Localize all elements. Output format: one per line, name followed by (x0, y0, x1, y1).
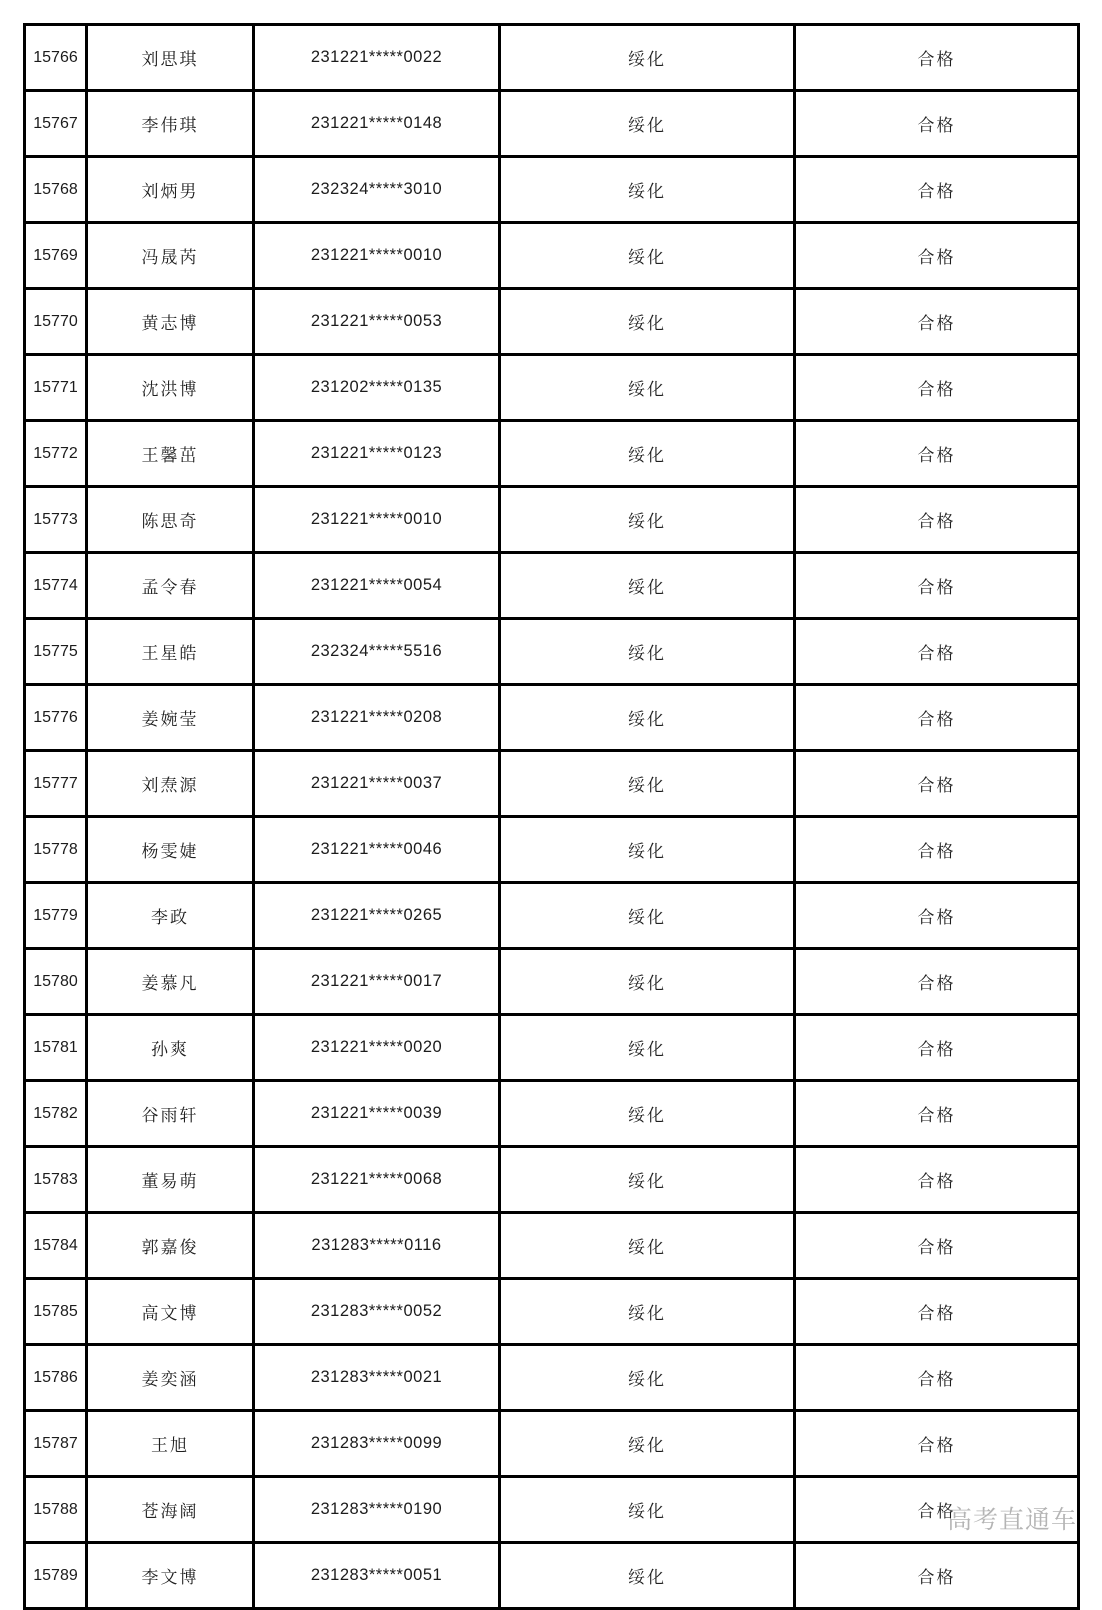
cell-masked-id-number: 231221*****0010 (254, 487, 500, 553)
cell-candidate-name: 董易萌 (87, 1147, 254, 1213)
cell-city: 绥化 (500, 1015, 795, 1081)
cell-city: 绥化 (500, 25, 795, 91)
cell-candidate-name: 王馨茁 (87, 421, 254, 487)
results-table-body (25, 25, 1079, 1609)
cell-serial-number: 15774 (25, 553, 87, 619)
table-row (25, 1147, 1079, 1213)
cell-result-status: 合格 (795, 223, 1079, 289)
cell-masked-id-number: 231283*****0021 (254, 1345, 500, 1411)
cell-result-status: 合格 (795, 817, 1079, 883)
cell-candidate-name: 苍海阔 (87, 1477, 254, 1543)
cell-candidate-name: 李政 (87, 883, 254, 949)
cell-serial-number: 15780 (25, 949, 87, 1015)
cell-candidate-name: 郭嘉俊 (87, 1213, 254, 1279)
cell-masked-id-number: 231221*****0208 (254, 685, 500, 751)
cell-candidate-name: 刘思琪 (87, 25, 254, 91)
cell-result-status: 合格 (795, 1477, 1079, 1543)
table-row (25, 817, 1079, 883)
cell-result-status: 合格 (795, 1081, 1079, 1147)
cell-masked-id-number: 231283*****0116 (254, 1213, 500, 1279)
cell-serial-number: 15779 (25, 883, 87, 949)
cell-serial-number: 15786 (25, 1345, 87, 1411)
cell-city: 绥化 (500, 949, 795, 1015)
cell-result-status: 合格 (795, 1411, 1079, 1477)
cell-masked-id-number: 231283*****0099 (254, 1411, 500, 1477)
cell-candidate-name: 孟令春 (87, 553, 254, 619)
cell-candidate-name: 谷雨轩 (87, 1081, 254, 1147)
cell-candidate-name: 李文博 (87, 1543, 254, 1609)
cell-city: 绥化 (500, 421, 795, 487)
table-row (25, 487, 1079, 553)
cell-city: 绥化 (500, 685, 795, 751)
cell-result-status: 合格 (795, 1345, 1079, 1411)
table-row (25, 1345, 1079, 1411)
cell-city: 绥化 (500, 289, 795, 355)
cell-result-status: 合格 (795, 553, 1079, 619)
cell-candidate-name: 王旭 (87, 1411, 254, 1477)
table-row (25, 1279, 1079, 1345)
cell-masked-id-number: 231221*****0020 (254, 1015, 500, 1081)
table-row (25, 355, 1079, 421)
table-row (25, 883, 1079, 949)
table-row (25, 553, 1079, 619)
cell-serial-number: 15767 (25, 91, 87, 157)
cell-result-status: 合格 (795, 289, 1079, 355)
cell-serial-number: 15773 (25, 487, 87, 553)
cell-city: 绥化 (500, 1411, 795, 1477)
table-row (25, 289, 1079, 355)
cell-candidate-name: 刘炳男 (87, 157, 254, 223)
cell-serial-number: 15771 (25, 355, 87, 421)
table-row (25, 25, 1079, 91)
cell-result-status: 合格 (795, 685, 1079, 751)
cell-serial-number: 15785 (25, 1279, 87, 1345)
cell-result-status: 合格 (795, 751, 1079, 817)
cell-result-status: 合格 (795, 1543, 1079, 1609)
cell-city: 绥化 (500, 553, 795, 619)
cell-masked-id-number: 232324*****3010 (254, 157, 500, 223)
table-row (25, 751, 1079, 817)
cell-serial-number: 15770 (25, 289, 87, 355)
cell-city: 绥化 (500, 1279, 795, 1345)
cell-result-status: 合格 (795, 25, 1079, 91)
cell-candidate-name: 姜慕凡 (87, 949, 254, 1015)
cell-result-status: 合格 (795, 619, 1079, 685)
table-row (25, 1213, 1079, 1279)
cell-candidate-name: 黄志博 (87, 289, 254, 355)
cell-city: 绥化 (500, 487, 795, 553)
cell-serial-number: 15769 (25, 223, 87, 289)
cell-result-status: 合格 (795, 1147, 1079, 1213)
table-row (25, 157, 1079, 223)
cell-masked-id-number: 231221*****0010 (254, 223, 500, 289)
cell-result-status: 合格 (795, 421, 1079, 487)
cell-city: 绥化 (500, 91, 795, 157)
cell-candidate-name: 姜婉莹 (87, 685, 254, 751)
cell-serial-number: 15768 (25, 157, 87, 223)
cell-masked-id-number: 231221*****0039 (254, 1081, 500, 1147)
cell-result-status: 合格 (795, 883, 1079, 949)
cell-city: 绥化 (500, 619, 795, 685)
cell-masked-id-number: 231283*****0052 (254, 1279, 500, 1345)
cell-serial-number: 15772 (25, 421, 87, 487)
cell-candidate-name: 杨雯婕 (87, 817, 254, 883)
cell-serial-number: 15781 (25, 1015, 87, 1081)
cell-city: 绥化 (500, 1543, 795, 1609)
cell-masked-id-number: 231221*****0068 (254, 1147, 500, 1213)
cell-candidate-name: 陈思奇 (87, 487, 254, 553)
cell-candidate-name: 孙爽 (87, 1015, 254, 1081)
cell-masked-id-number: 231221*****0037 (254, 751, 500, 817)
watermark-gaokao-zhitongche: 高考直通车 (946, 1507, 1077, 1534)
cell-city: 绥化 (500, 883, 795, 949)
cell-masked-id-number: 231221*****0265 (254, 883, 500, 949)
cell-serial-number: 15776 (25, 685, 87, 751)
cell-result-status: 合格 (795, 487, 1079, 553)
cell-serial-number: 15775 (25, 619, 87, 685)
cell-masked-id-number: 232324*****5516 (254, 619, 500, 685)
cell-city: 绥化 (500, 1081, 795, 1147)
cell-city: 绥化 (500, 1345, 795, 1411)
cell-masked-id-number: 231283*****0190 (254, 1477, 500, 1543)
cell-masked-id-number: 231221*****0053 (254, 289, 500, 355)
cell-masked-id-number: 231202*****0135 (254, 355, 500, 421)
table-row (25, 1081, 1079, 1147)
table-row (25, 91, 1079, 157)
table-row (25, 1477, 1079, 1543)
table-row (25, 685, 1079, 751)
cell-result-status: 合格 (795, 1015, 1079, 1081)
cell-result-status: 合格 (795, 949, 1079, 1015)
cell-result-status: 合格 (795, 91, 1079, 157)
cell-candidate-name: 王星皓 (87, 619, 254, 685)
cell-serial-number: 15789 (25, 1543, 87, 1609)
cell-serial-number: 15788 (25, 1477, 87, 1543)
cell-candidate-name: 沈洪博 (87, 355, 254, 421)
cell-result-status: 合格 (795, 355, 1079, 421)
table-row (25, 1411, 1079, 1477)
cell-serial-number: 15777 (25, 751, 87, 817)
cell-serial-number: 15784 (25, 1213, 87, 1279)
cell-candidate-name: 冯晟芮 (87, 223, 254, 289)
cell-candidate-name: 高文博 (87, 1279, 254, 1345)
cell-masked-id-number: 231221*****0046 (254, 817, 500, 883)
cell-result-status: 合格 (795, 1213, 1079, 1279)
table-row (25, 223, 1079, 289)
cell-serial-number: 15783 (25, 1147, 87, 1213)
cell-serial-number: 15778 (25, 817, 87, 883)
cell-candidate-name: 李伟琪 (87, 91, 254, 157)
table-row (25, 949, 1079, 1015)
cell-serial-number: 15782 (25, 1081, 87, 1147)
cell-city: 绥化 (500, 223, 795, 289)
cell-candidate-name: 刘焘源 (87, 751, 254, 817)
cell-result-status: 合格 (795, 1279, 1079, 1345)
table-row (25, 619, 1079, 685)
cell-masked-id-number: 231221*****0123 (254, 421, 500, 487)
cell-masked-id-number: 231221*****0017 (254, 949, 500, 1015)
cell-masked-id-number: 231221*****0054 (254, 553, 500, 619)
cell-city: 绥化 (500, 817, 795, 883)
cell-masked-id-number: 231221*****0148 (254, 91, 500, 157)
cell-masked-id-number: 231283*****0051 (254, 1543, 500, 1609)
results-table (23, 23, 1080, 1610)
table-row (25, 1015, 1079, 1081)
cell-city: 绥化 (500, 157, 795, 223)
cell-city: 绥化 (500, 355, 795, 421)
cell-candidate-name: 姜奕涵 (87, 1345, 254, 1411)
cell-city: 绥化 (500, 1147, 795, 1213)
cell-result-status: 合格 (795, 157, 1079, 223)
cell-serial-number: 15766 (25, 25, 87, 91)
cell-city: 绥化 (500, 751, 795, 817)
cell-city: 绥化 (500, 1213, 795, 1279)
table-row (25, 1543, 1079, 1609)
table-row (25, 421, 1079, 487)
cell-city: 绥化 (500, 1477, 795, 1543)
cell-masked-id-number: 231221*****0022 (254, 25, 500, 91)
cell-serial-number: 15787 (25, 1411, 87, 1477)
